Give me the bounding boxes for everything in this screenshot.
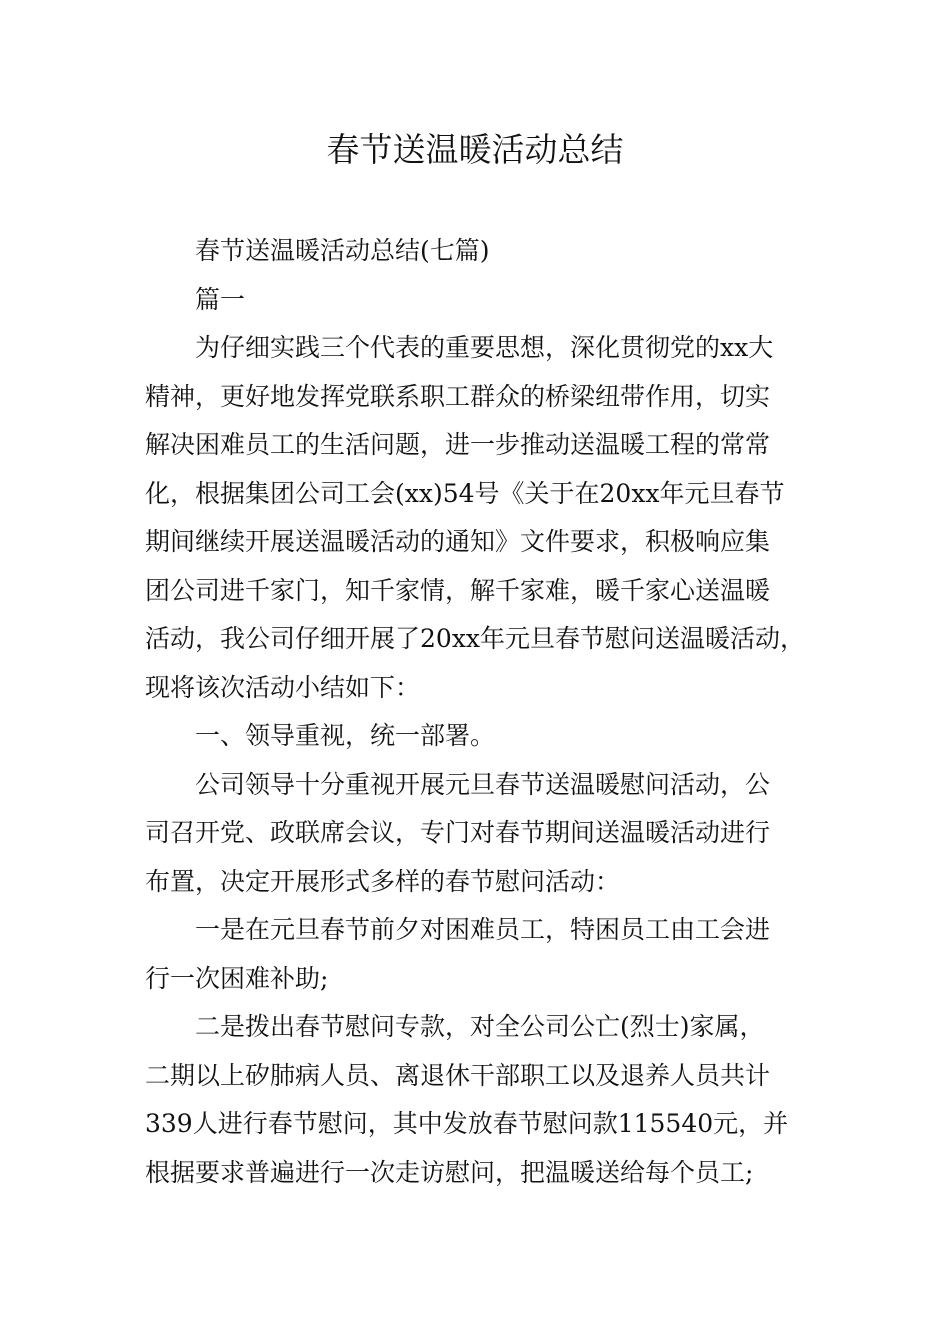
paragraph-heading-1 xyxy=(145,712,809,761)
paragraph-item-1 xyxy=(145,906,809,1003)
paragraph-intro xyxy=(145,324,809,712)
text-line: 解决困难员工的生活问题，进一步推动送温暖工程的常常 xyxy=(145,430,771,459)
text-line: 团公司进千家门，知千家情，解千家难，暖千家心送温暖 xyxy=(145,575,771,605)
text-line: 公司领导十分重视开展元旦春节送温暖慰问活动，公 xyxy=(195,769,771,799)
paragraph-leadership xyxy=(145,761,809,907)
text-line: 期间继续开展送温暖活动的通知》文件要求，积极响应集 xyxy=(145,527,771,556)
text-line: 二期以上矽肺病人员、离退休干部职工以及退养人员共计 xyxy=(145,1060,771,1090)
text-line: 精神，更好地发挥党联系职工群众的桥梁纽带作用，切实 xyxy=(145,381,771,411)
text-line: 化，根据集团公司工会(xx)54号《关于在20xx年元旦春节 xyxy=(145,478,785,508)
text-line: 现将该次活动小结如下： xyxy=(145,672,421,702)
text-line: 二是拨出春节慰问专款，对全公司公亡(烈士)家属， xyxy=(195,1012,765,1041)
paragraph-item-2 xyxy=(145,1003,809,1197)
text-line: 司召开党、政联席会议，专门对春节期间送温暖活动进行 xyxy=(145,818,771,847)
text-line: 339人进行春节慰问，其中发放春节慰问款115540元，并 xyxy=(145,1109,789,1138)
text-line: 布置，决定开展形式多样的春节慰问活动： xyxy=(145,866,621,896)
paragraph-section-label xyxy=(145,276,809,325)
text-line: 篇一 xyxy=(195,284,246,314)
text-line: 一是在元旦春节前夕对困难员工，特困员工由工会进 xyxy=(195,915,771,944)
text-line: 行一次困难补助; xyxy=(145,963,329,993)
text-line: 为仔细实践三个代表的重要思想，深化贯彻党的xx大 xyxy=(195,333,774,362)
text-line: 一、领导重视，统一部署。 xyxy=(195,721,496,750)
text-line: 活动，我公司仔细开展了20xx年元旦春节慰问送温暖活动， xyxy=(145,624,806,653)
document-body xyxy=(145,227,809,1197)
paragraph-subtitle xyxy=(145,227,809,276)
text-line: 根据要求普遍进行一次走访慰问，把温暖送给每个员工; xyxy=(145,1157,754,1187)
text-line: 春节送温暖活动总结(七篇) xyxy=(195,236,490,265)
document-title: 春节送温暖活动总结 xyxy=(326,130,624,169)
